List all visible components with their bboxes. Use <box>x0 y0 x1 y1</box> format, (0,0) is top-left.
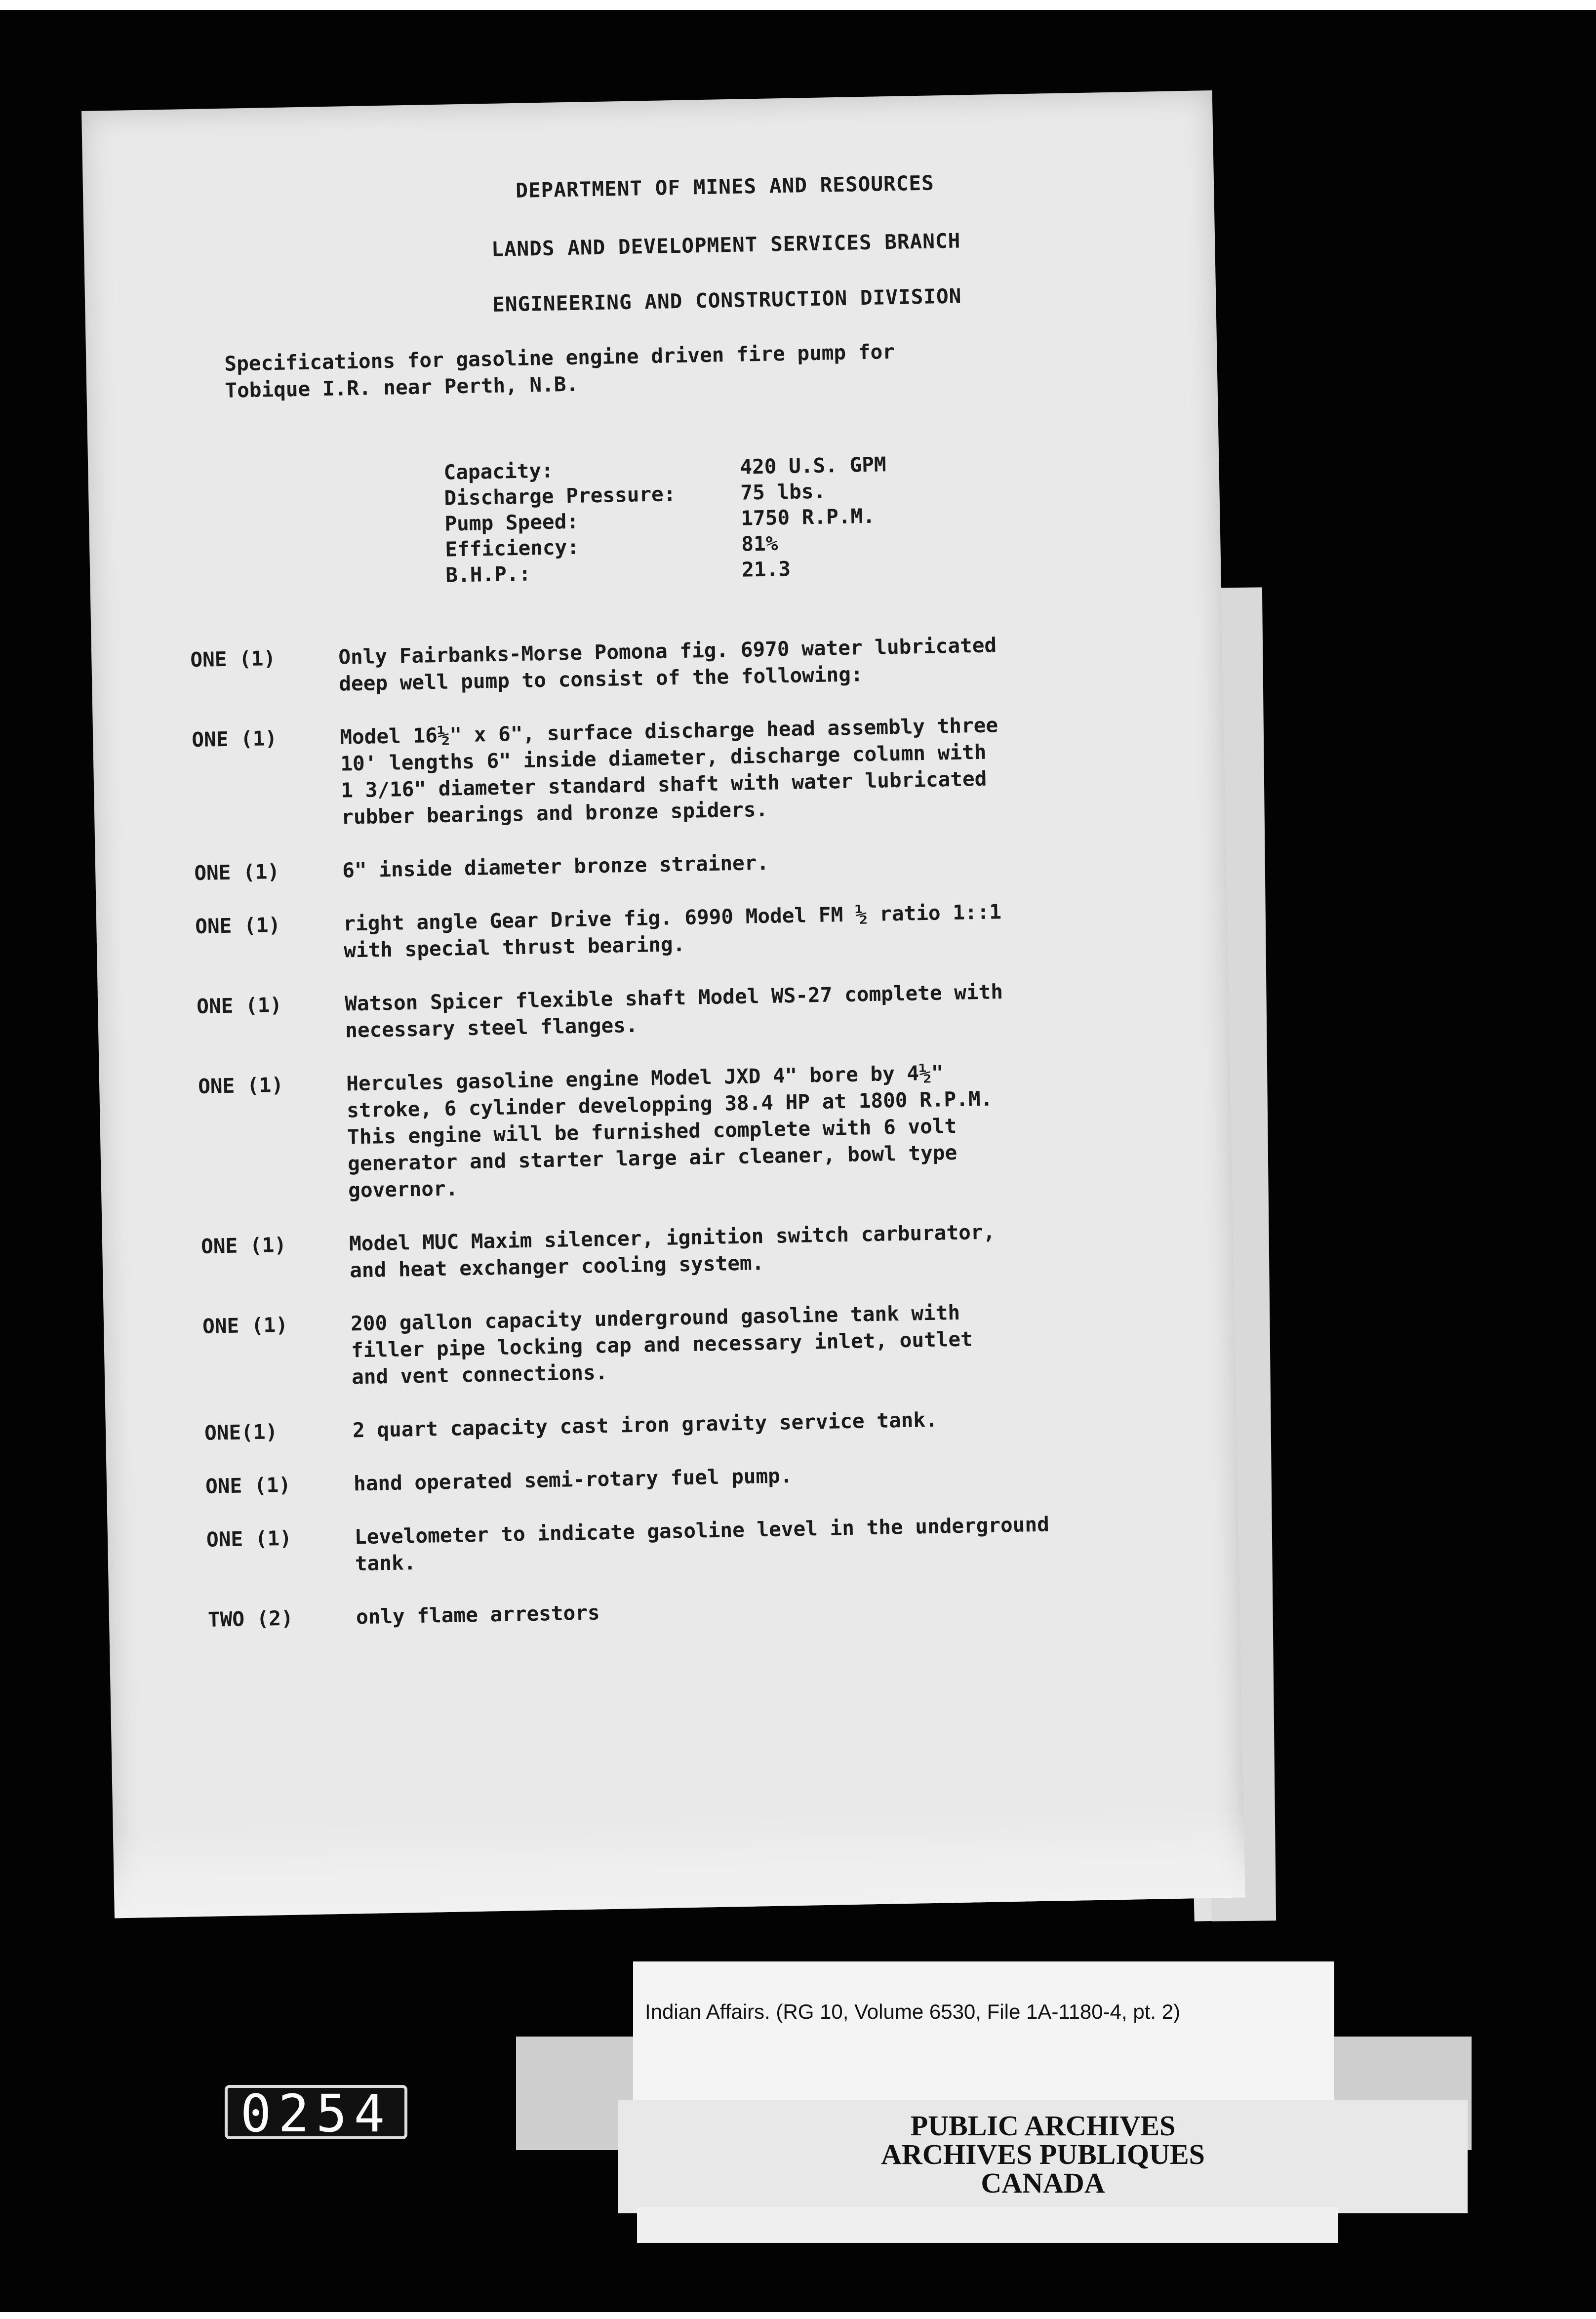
spec-value: 420 U.S. GPM <box>739 452 887 479</box>
spec-label: Discharge Pressure: <box>444 482 676 510</box>
item-quantity: ONE (1) <box>195 913 281 939</box>
film-edge-top <box>0 0 1596 10</box>
item-quantity: TWO (2) <box>207 1606 294 1632</box>
department-heading: DEPARTMENT OF MINES AND RESOURCES <box>515 171 935 202</box>
item-description: Watson Spicer flexible shaft Model WS-27 complete with necessary steel flanges. <box>344 980 1003 1042</box>
list-item <box>202 1295 1192 1393</box>
list-item <box>204 1401 1193 1446</box>
item-description: 6" inside diameter bronze strainer. <box>342 850 769 882</box>
spec-label: B.H.P.: <box>445 561 531 587</box>
item-description: Model 16½" x 6", surface discharge head assembly three 10' lengths 6" inside diameter, discharge column with 1 3/16" diameter standard shaft with water lubricated rubber bearings and bronze spiders. <box>339 713 998 829</box>
list-item <box>208 1588 1196 1633</box>
item-description: Only Fairbanks-Morse Pomona fig. 6970 water lubricated deep well pump to consist of the following: <box>338 633 997 696</box>
pump-specs <box>443 446 1177 588</box>
archive-name-line: PUBLIC ARCHIVES <box>910 2110 1176 2142</box>
item-quantity: ONE (1) <box>191 726 278 752</box>
archive-name-line: ARCHIVES PUBLIQUES <box>881 2138 1205 2170</box>
item-description: Model MUC Maxim silencer, ignition switch carburator, and heat exchanger cooling system. <box>349 1220 996 1282</box>
spec-value: 21.3 <box>741 557 791 582</box>
item-description: 200 gallon capacity underground gasoline tank with filler pipe locking cap and necessary inlet, outlet and vent connections. <box>350 1300 973 1389</box>
list-item <box>198 1055 1188 1206</box>
item-description: only flame arrestors <box>356 1600 600 1629</box>
item-quantity: ONE (1) <box>205 1473 291 1498</box>
list-item <box>205 1455 1194 1500</box>
list-item <box>190 629 1179 700</box>
spec-label: Efficiency: <box>444 535 580 561</box>
item-description: Hercules gasoline engine Model JXD 4" bore by 4½" stroke, 6 cylinder developping 38.4 HP at 1800 R.P.M. This engine will be furnished complete with 6 volt generator and starter large air cleaner, bowl type governor. <box>346 1061 993 1202</box>
item-quantity: ONE (1) <box>196 993 282 1019</box>
list-item <box>197 975 1185 1046</box>
item-description: hand operated semi-rotary fuel pump. <box>353 1464 793 1496</box>
list-item <box>206 1508 1195 1580</box>
document-page <box>81 90 1245 1918</box>
item-quantity: ONE (1) <box>206 1526 292 1552</box>
item-description: 2 quart capacity cast iron gravity service tank. <box>352 1407 938 1442</box>
document-subject: Specifications for gasoline engine driven fire pump for Tobique I.R. near Perth, N.B. <box>224 339 895 402</box>
list-item <box>195 895 1184 966</box>
spec-value: 75 lbs. <box>740 479 826 505</box>
spec-label: Capacity: <box>443 458 554 484</box>
item-quantity: ONE (1) <box>198 1073 284 1098</box>
division-heading: ENGINEERING AND CONSTRUCTION DIVISION <box>492 284 962 317</box>
item-quantity: ONE (1) <box>202 1313 288 1338</box>
spec-label: Pump Speed: <box>444 509 579 536</box>
item-quantity: ONE (1) <box>200 1233 287 1258</box>
item-quantity: ONE (1) <box>190 646 276 672</box>
item-description: Levelometer to indicate gasoline level in the underground tank. <box>354 1512 1050 1576</box>
item-quantity: ONE(1) <box>204 1420 278 1445</box>
item-quantity: ONE (1) <box>194 859 280 885</box>
list-item <box>192 708 1181 833</box>
list-item <box>201 1215 1190 1286</box>
archive-reference-label <box>633 1961 1334 2105</box>
list-item <box>194 841 1182 886</box>
item-description: right angle Gear Drive fig. 6990 Model FM ½ ratio 1::1 with special thrust bearing. <box>343 900 1002 962</box>
archive-reference: Indian Affairs. (RG 10, Volume 6530, File 1A-1180-4, pt. 2) <box>645 2000 1181 2023</box>
spec-value: 81% <box>741 531 778 556</box>
equipment-list <box>190 629 1196 1633</box>
frame-number: 0254 <box>240 2083 392 2144</box>
archive-label-tail <box>637 2207 1338 2243</box>
branch-heading: LANDS AND DEVELOPMENT SERVICES BRANCH <box>491 229 961 261</box>
frame-number-badge <box>225 2083 407 2144</box>
archive-name-line: CANADA <box>981 2167 1105 2199</box>
archive-name-label <box>618 2100 1468 2213</box>
spec-value: 1750 R.P.M. <box>740 504 876 530</box>
film-edge-bottom <box>0 2312 1596 2319</box>
document-body <box>190 165 1196 1659</box>
